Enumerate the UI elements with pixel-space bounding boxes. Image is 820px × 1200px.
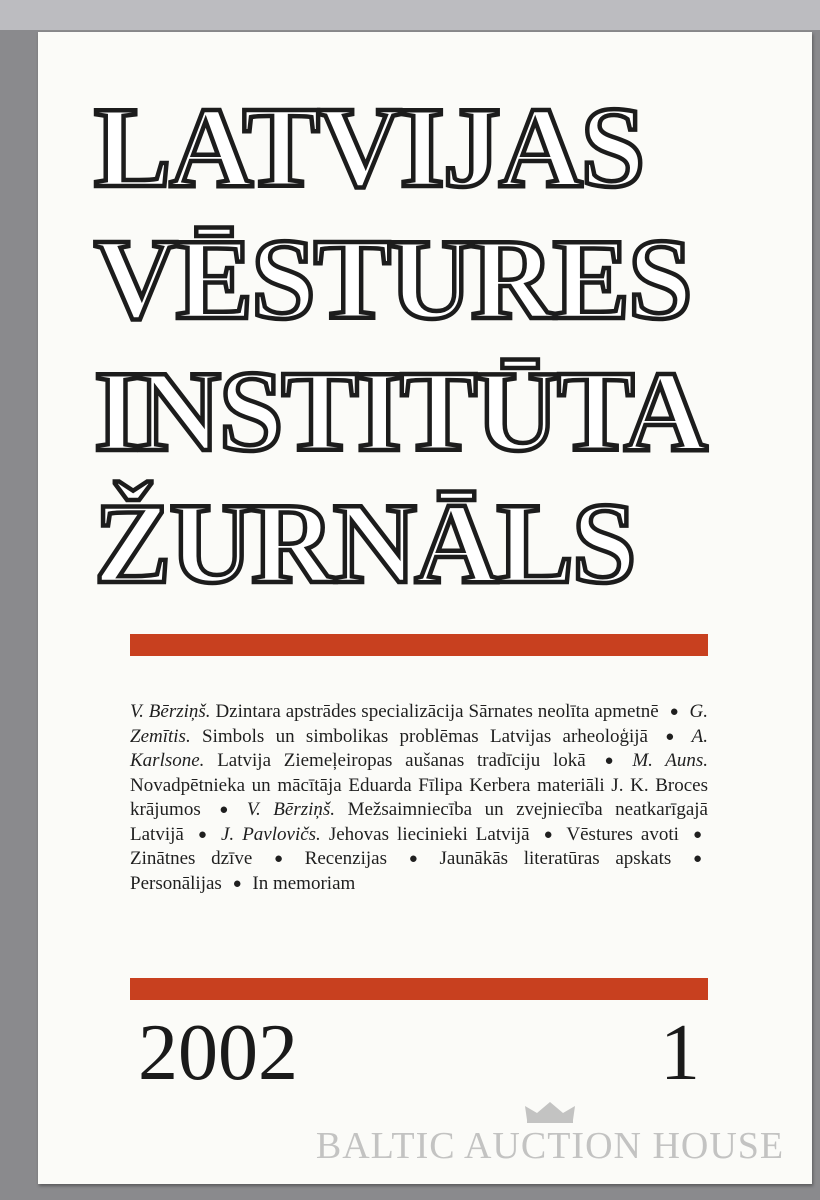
contents-title: Mežsaimniecība un zvejniecība neatkarīgajā Latvijā	[130, 799, 708, 845]
contents-entry	[221, 824, 530, 845]
contents-entry	[566, 824, 679, 845]
title-line-2: VĒSTURES	[94, 216, 691, 344]
bullet-separator-icon: ●	[669, 704, 679, 720]
publication-year: 2002	[138, 1009, 298, 1097]
watermark-text: BALTIC AUCTION HOUSE	[315, 1125, 785, 1167]
bullet-separator-icon: ●	[692, 826, 703, 843]
contents-author: M. Auns.	[632, 750, 709, 771]
contents-title: Personālijas	[130, 872, 222, 894]
contents-title: Latvija Ziemeļeiropas aušanas tradīciju lokā	[217, 750, 586, 771]
bullet-separator-icon: ●	[232, 875, 242, 892]
bottom-divider-rule	[130, 978, 708, 1000]
contents-author: J. Pavlovičs.	[220, 823, 321, 845]
bullet-separator-icon: ●	[219, 802, 229, 818]
issue-number: 1	[660, 1009, 700, 1097]
contents-entry	[439, 848, 671, 869]
contents-title: Jehovas liecinieki Latvijā	[328, 823, 530, 845]
top-divider-rule	[130, 634, 708, 656]
contents-entry	[130, 848, 252, 869]
bullet-separator-icon: ●	[197, 826, 207, 843]
bullet-separator-icon: ●	[543, 826, 553, 843]
bullet-separator-icon: ●	[665, 728, 675, 745]
bullet-separator-icon: ●	[273, 851, 284, 867]
contents-title: In memoriam	[252, 872, 356, 894]
contents-title: Vēstures avoti	[566, 823, 679, 845]
scan-background	[0, 0, 820, 30]
contents-title: Jaunākās literatūras apskats	[439, 848, 672, 869]
contents-author: G. Zemītis.	[130, 701, 709, 747]
contents-entry	[305, 848, 387, 869]
table-of-contents	[130, 700, 708, 896]
bullet-separator-icon: ●	[692, 851, 703, 867]
contents-title: Dzintara apstrādes specializācija Sārnates neolīta apmetnē	[215, 701, 659, 722]
journal-title	[94, 82, 754, 610]
contents-author: V. Bērziņš.	[246, 799, 336, 820]
contents-author: A. Karlsone.	[130, 725, 709, 771]
contents-entry	[252, 873, 355, 894]
title-line-3: INSTITŪTA	[94, 348, 706, 476]
contents-title: Simbols un simbolikas problēmas Latvijas arheoloģijā	[202, 725, 648, 747]
bullet-separator-icon: ●	[408, 851, 418, 867]
contents-title: Zinātnes dzīve	[130, 848, 253, 869]
contents-author: V. Bērziņš.	[130, 701, 211, 722]
contents-title: Recenzijas	[304, 848, 387, 869]
contents-entry	[130, 701, 659, 722]
contents-title: Novadpētnieka un mācītāja Eduarda Fīlipa Kerbera materiāli J. K. Broces krājumos	[130, 774, 708, 820]
title-line-1: LATVIJAS	[94, 84, 644, 212]
bullet-separator-icon: ●	[604, 753, 614, 769]
title-line-4: ŽURNĀLS	[94, 480, 635, 608]
contents-entry	[130, 873, 222, 894]
